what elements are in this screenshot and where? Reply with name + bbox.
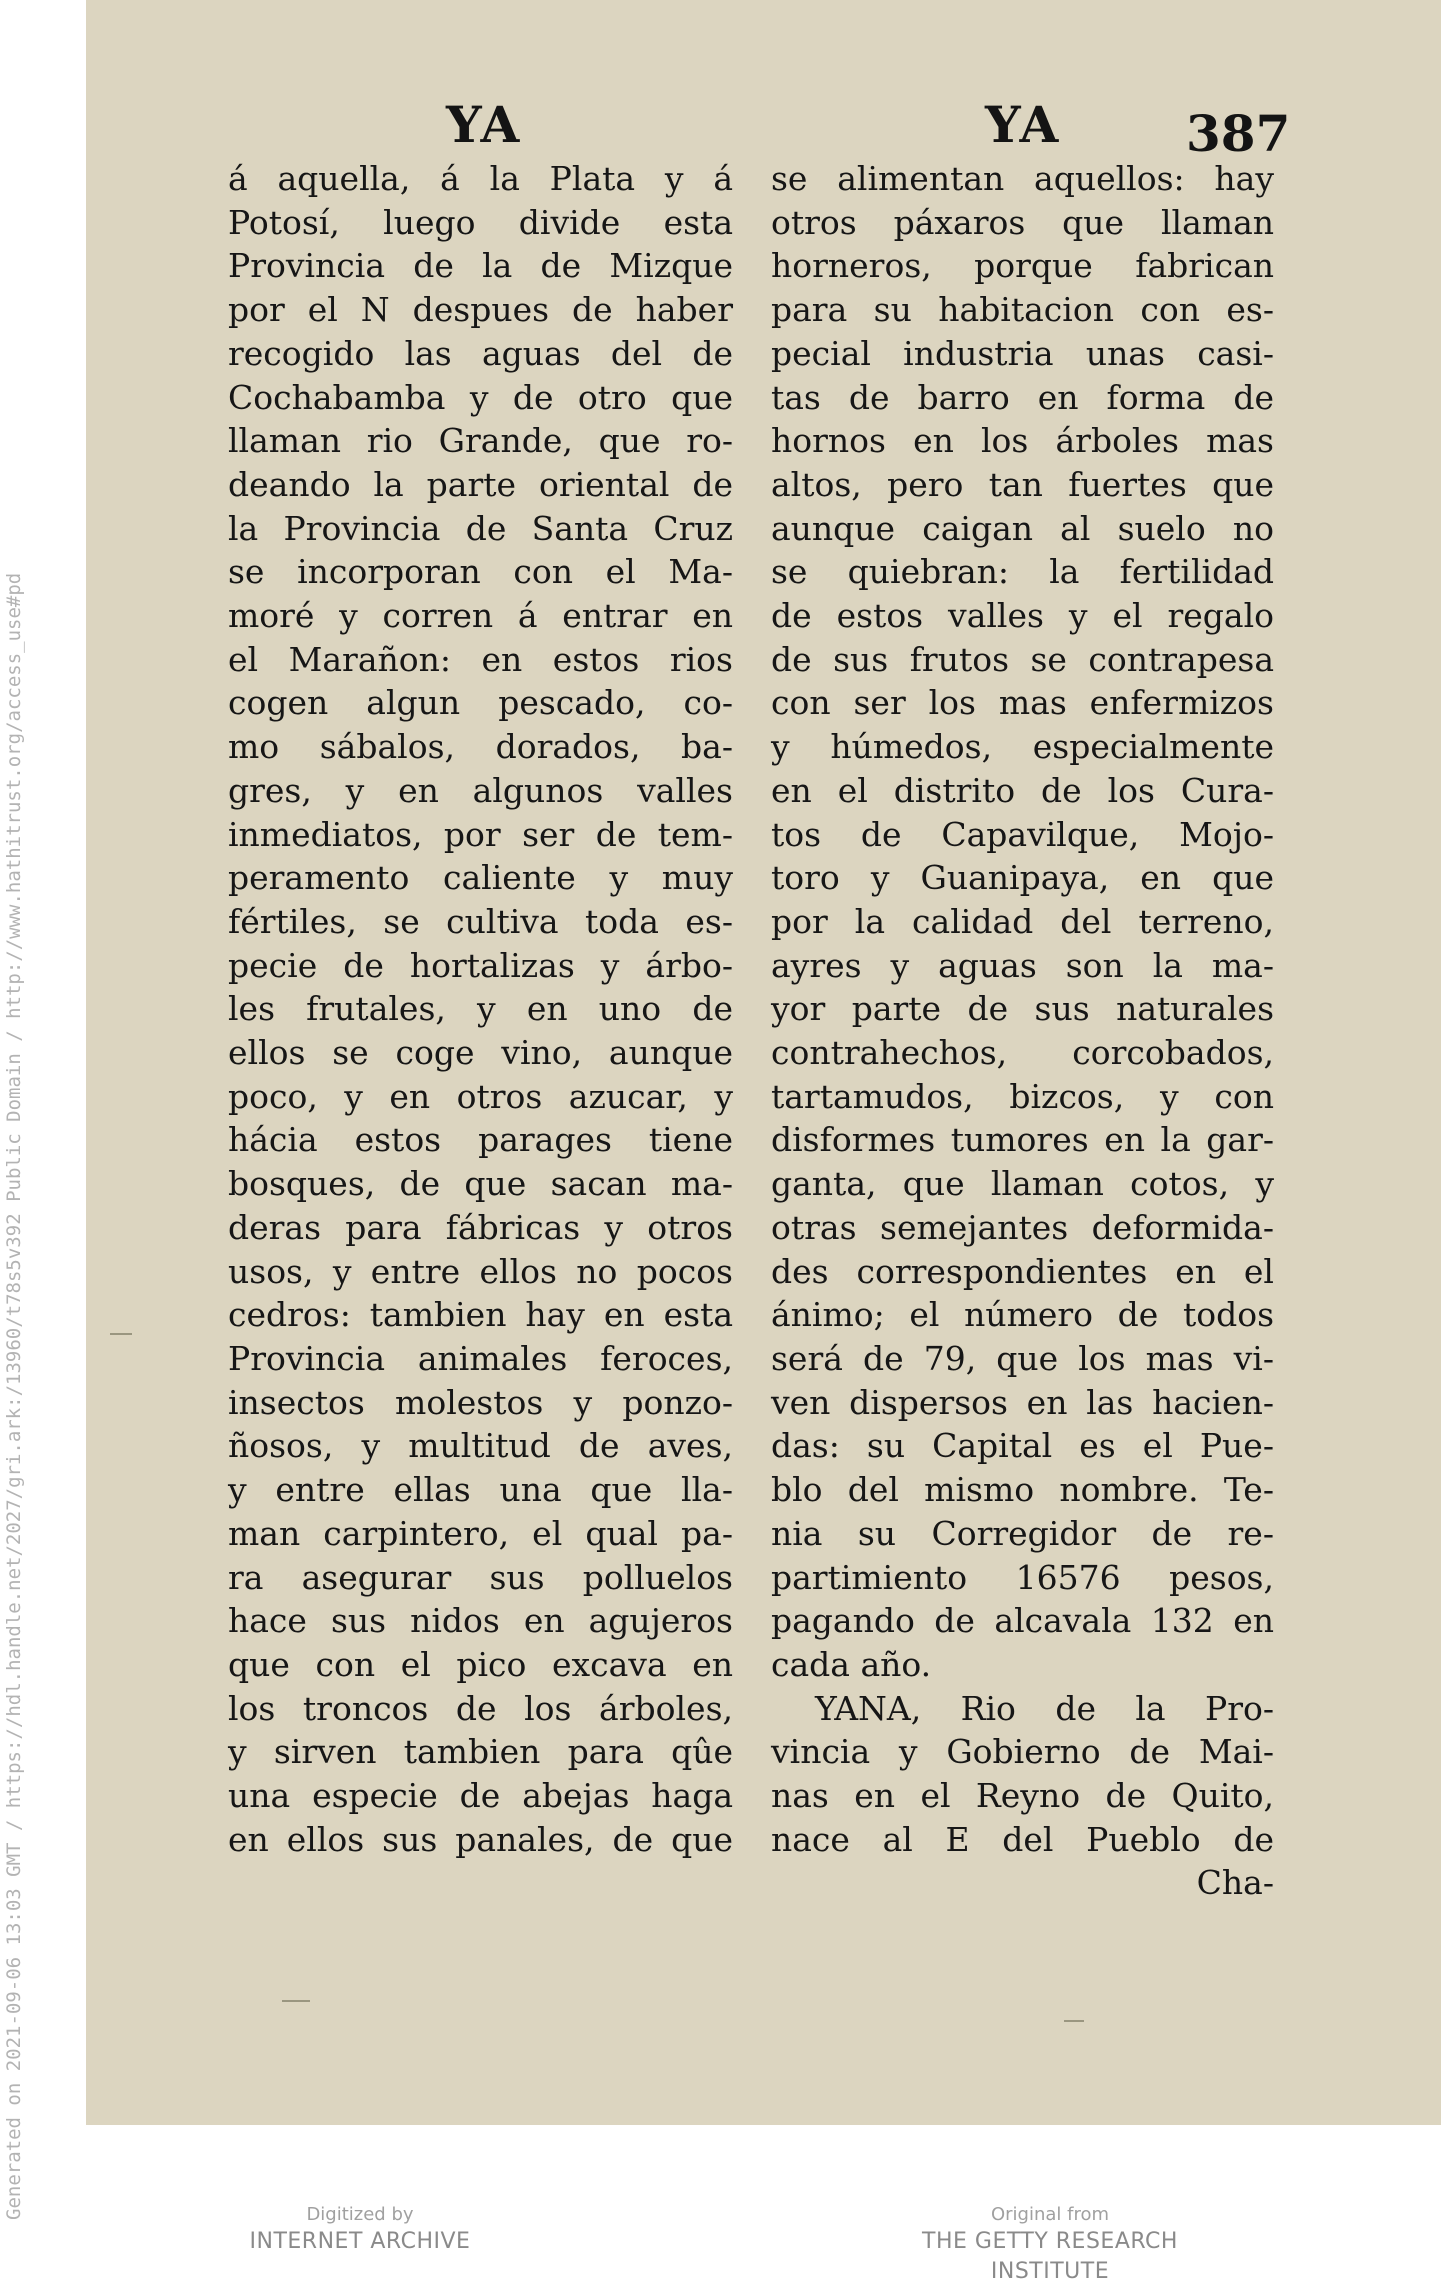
text-line: será de 79, que los mas vi- (771, 1338, 1274, 1378)
text-line: por la calidad del terreno, (771, 901, 1274, 941)
text-line: el Marañon: en estos rios (228, 639, 733, 679)
text-line: deras para fábricas y otros (228, 1207, 733, 1247)
text-line: ra asegurar sus polluelos (228, 1557, 733, 1597)
text-line: con ser los mas enfermizos (771, 683, 1274, 723)
text-line: moré y corren á entrar en (228, 596, 733, 636)
text-line: Cochabamba y de otro que (228, 377, 733, 417)
text-line: ven dispersos en las hacien- (771, 1382, 1274, 1422)
text-line: toro y Guanipaya, en que (771, 858, 1274, 898)
text-line: usos, y entre ellos no pocos (228, 1251, 733, 1291)
text-line: se quiebran: la fertilidad (771, 552, 1274, 592)
text-line: das: su Capital es el Pue- (771, 1426, 1274, 1466)
page-number: 387 (1186, 104, 1291, 163)
running-head-left: YA (446, 95, 522, 154)
footer-source-name: THE GETTY RESEARCH INSTITUTE (922, 2229, 1178, 2284)
footer-digitized-by (220, 2203, 500, 2257)
text-line: de estos valles y el regalo (771, 596, 1274, 636)
side-watermark: Generated on 2021-09-06 13:03 GMT / https://hdl.handle.net/2027/gri.ark:/13960/t78s5v392 Public Domain / http://www.hathitrust.org/access_use#pd (3, 572, 25, 2220)
text-line: por el N despues de haber (228, 290, 733, 330)
text-line: insectos molestos y ponzo- (228, 1382, 733, 1422)
text-line: para su habitacion con es- (771, 290, 1274, 330)
text-line: mo sábalos, dorados, ba- (228, 727, 733, 767)
text-line: man carpintero, el qual pa- (228, 1513, 733, 1553)
text-column-left (228, 157, 733, 1861)
text-line: otros páxaros que llaman (771, 202, 1274, 242)
text-line: disformes tumores en la gar- (771, 1120, 1274, 1160)
text-line: que con el pico excava en (228, 1644, 733, 1684)
footer-original-from (860, 2203, 1240, 2287)
text-line: nas en el Reyno de Quito, (771, 1776, 1274, 1816)
text-line: horneros, porque fabrican (771, 246, 1274, 286)
text-line: cada año. (771, 1644, 932, 1684)
text-line: ganta, que llaman cotos, y (771, 1164, 1274, 1204)
text-line: nia su Corregidor de re- (771, 1513, 1274, 1553)
text-line: los troncos de los árboles, (228, 1688, 733, 1728)
text-line: gres, y en algunos valles (228, 770, 733, 810)
text-line: Cha- (1196, 1863, 1274, 1903)
text-line: poco, y en otros azucar, y (228, 1076, 733, 1116)
text-line: cedros: tambien hay en esta (228, 1295, 733, 1335)
text-line: Potosí, luego divide esta (228, 202, 733, 242)
text-line: deando la parte oriental de (228, 464, 733, 504)
text-line: ellos se coge vino, aunque (228, 1033, 733, 1073)
text-line: pagando de alcavala 132 en (771, 1601, 1274, 1641)
text-line: yor parte de sus naturales (771, 989, 1274, 1029)
running-head-right: YA (985, 95, 1061, 154)
text-line: en el distrito de los Cura- (771, 770, 1274, 810)
text-line: y sirven tambien para qûe (228, 1732, 733, 1772)
text-line: des correspondientes en el (771, 1251, 1274, 1291)
text-line: cogen algun pescado, co- (228, 683, 733, 723)
text-line: de sus frutos se contrapesa (771, 639, 1274, 679)
text-line: YANA, Rio de la Pro- (815, 1688, 1274, 1728)
text-line: tas de barro en forma de (771, 377, 1274, 417)
margin-mark (1064, 2020, 1084, 2022)
text-line: ánimo; el número de todos (771, 1295, 1274, 1335)
text-line: la Provincia de Santa Cruz (228, 508, 733, 548)
footer-original-label: Original from (990, 2204, 1110, 2225)
text-line: altos, pero tan fuertes que (771, 464, 1274, 504)
text-line: en ellos sus panales, de que (228, 1819, 733, 1859)
text-line: aunque caigan al suelo no (771, 508, 1274, 548)
text-line: contrahechos, corcobados, (771, 1033, 1274, 1073)
text-line: inmediatos, por ser de tem- (228, 814, 733, 854)
text-line: y húmedos, especialmente (771, 727, 1274, 767)
text-line: peramento caliente y muy (228, 858, 733, 898)
footer-digitizer-name: INTERNET ARCHIVE (249, 2229, 471, 2254)
text-line: pecie de hortalizas y árbo- (228, 945, 733, 985)
text-line: llaman rio Grande, que ro- (228, 421, 733, 461)
margin-mark (282, 2000, 310, 2002)
text-line: se incorporan con el Ma- (228, 552, 733, 592)
text-line: tartamudos, bizcos, y con (771, 1076, 1274, 1116)
text-line: ñosos, y multitud de aves, (228, 1426, 733, 1466)
text-line: ayres y aguas son la ma- (771, 945, 1274, 985)
footer-digitized-label: Digitized by (306, 2204, 414, 2225)
text-line: Provincia de la de Mizque (228, 246, 733, 286)
text-line: se alimentan aquellos: hay (771, 159, 1274, 198)
text-line: Provincia animales feroces, (228, 1338, 733, 1378)
text-line: otras semejantes deformida- (771, 1207, 1274, 1247)
text-line: bosques, de que sacan ma- (228, 1164, 733, 1204)
text-line: les frutales, y en uno de (228, 989, 733, 1029)
margin-mark (110, 1333, 132, 1335)
text-line: y entre ellas una que lla- (228, 1470, 733, 1510)
text-line: hácia estos parages tiene (228, 1120, 733, 1160)
text-line: blo del mismo nombre. Te- (771, 1470, 1274, 1510)
text-line: recogido las aguas del de (228, 333, 733, 373)
text-line: hornos en los árboles mas (771, 421, 1274, 461)
text-line: vincia y Gobierno de Mai- (771, 1732, 1274, 1772)
text-line: nace al E del Pueblo de (771, 1819, 1274, 1859)
text-column-right (771, 157, 1274, 1905)
text-line: á aquella, á la Plata y á (228, 159, 733, 198)
text-line: tos de Capavilque, Mojo- (771, 814, 1274, 854)
text-line: fértiles, se cultiva toda es- (228, 901, 733, 941)
text-line: hace sus nidos en agujeros (228, 1601, 733, 1641)
text-line: pecial industria unas casi- (771, 333, 1274, 373)
text-line: una especie de abejas haga (228, 1776, 733, 1816)
text-line: partimiento 16576 pesos, (771, 1557, 1274, 1597)
